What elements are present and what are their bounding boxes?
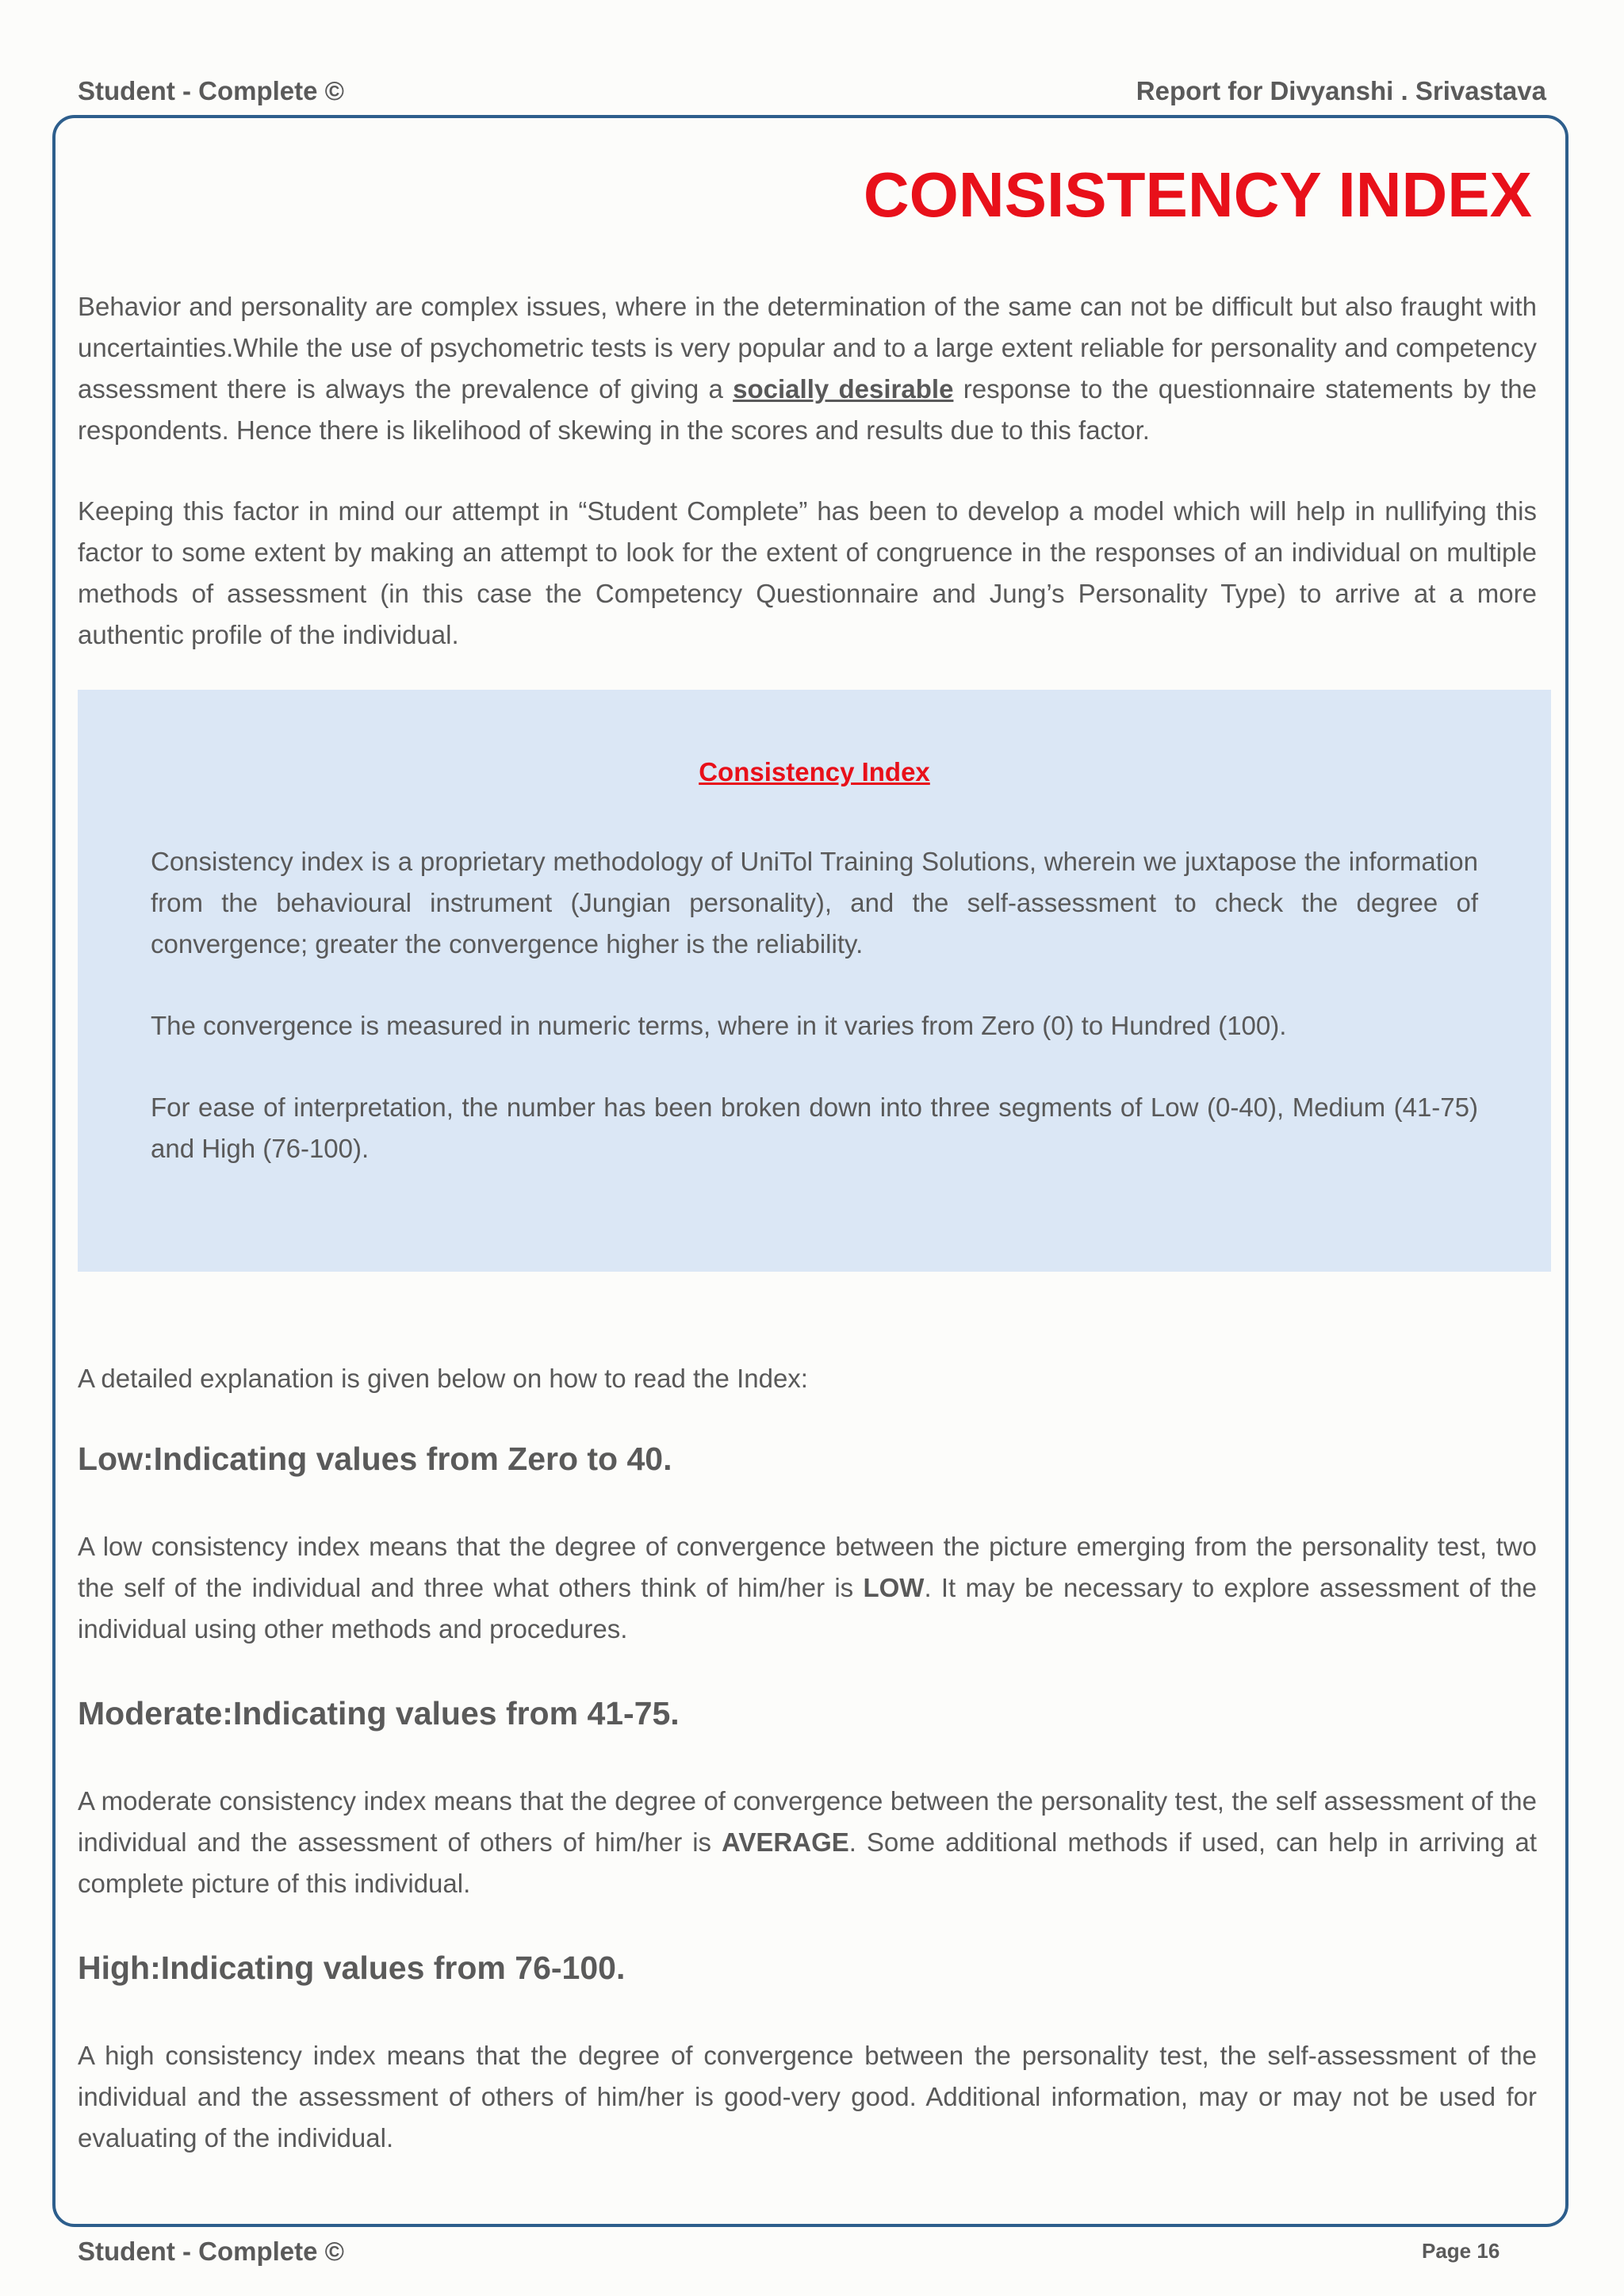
moderate-text-after: . Some additional methods if used, can help in arriving at complete picture of this individual. (78, 1827, 1537, 1898)
moderate-emphasis: AVERAGE (722, 1827, 849, 1857)
info-box-paragraph-3: For ease of interpretation, the number has been broken down into three segments of Low (0-40), Medium (41-75) and High (76-100). (151, 1093, 1478, 1163)
high-paragraph: A high consistency index means that the degree of convergence between the personality test, the self-assessment of the individual and the assessment of others of him/her is good-very good. Additional information, may or may not be used for evaluating of the individual. (78, 2041, 1537, 2152)
footer-page-number: Page 16 (1422, 2239, 1500, 2263)
info-box-title: Consistency Index (699, 757, 930, 786)
low-heading: Low:Indicating values from Zero to 40. (78, 1441, 672, 1477)
intro-p1-text-before: Behavior and personality are complex issues, where in the determination of the same can not be difficult but also fraught with uncertainties.While the use of psychometric tests is very popular and to a large extent reliable for personality and competency assessment there is always the prevalence of giving a (78, 292, 1537, 404)
intro-paragraph-2: Keeping this factor in mind our attempt in “Student Complete” has been to develop a model which will help in nullifying this factor to some extent by making an attempt to look for the extent of congruence in the responses of an individual on multiple methods of assessment (in this case the Competency Questionnaire and Jung’s Personality Type) to arrive at a more authentic profile of the individual. (78, 496, 1537, 649)
intro-p1-text-after: response to the questionnaire statements by the respondents. Hence there is likelihood of skewing in the scores and results due to this factor. (78, 374, 1537, 445)
intro-paragraph-1 (78, 286, 1537, 451)
socially-desirable-emphasis: socially desirable (733, 374, 954, 404)
moderate-paragraph (78, 1781, 1537, 1904)
info-box-paragraph-1: Consistency index is a proprietary methodology of UniTol Training Solutions, wherein we juxtapose the information from the behavioural instrument (Jungian personality), and the self-assessment to check the degree of convergence; greater the convergence higher is the reliability. (151, 847, 1478, 959)
low-text-before: A low consistency index means that the degree of convergence between the picture emerging from the personality test, two the self of the individual and three what others think of him/her is (78, 1532, 1537, 1602)
low-paragraph (78, 1526, 1537, 1650)
footer-product-name: Student - Complete © (78, 2237, 344, 2266)
high-heading: High:Indicating values from 76-100. (78, 1950, 626, 1986)
low-text-after: . It may be necessary to explore assessment of the individual using other methods and procedures. (78, 1573, 1537, 1644)
page-title: CONSISTENCY INDEX (863, 159, 1532, 230)
header-report-owner: Report for Divyanshi . Srivastava (1136, 76, 1546, 105)
page-header (78, 76, 1546, 116)
header-product-name: Student - Complete © (78, 76, 344, 105)
low-emphasis: LOW (863, 1573, 925, 1602)
moderate-heading: Moderate:Indicating values from 41-75. (78, 1695, 680, 1732)
moderate-text-before: A moderate consistency index means that the degree of convergence between the personality test, the self assessment of the individual and the assessment of others of him/her is (78, 1786, 1537, 1857)
explanation-intro: A detailed explanation is given below on how to read the Index: (78, 1364, 808, 1393)
info-box-paragraph-2: The convergence is measured in numeric terms, where in it varies from Zero (0) to Hundred (100). (151, 1011, 1287, 1040)
